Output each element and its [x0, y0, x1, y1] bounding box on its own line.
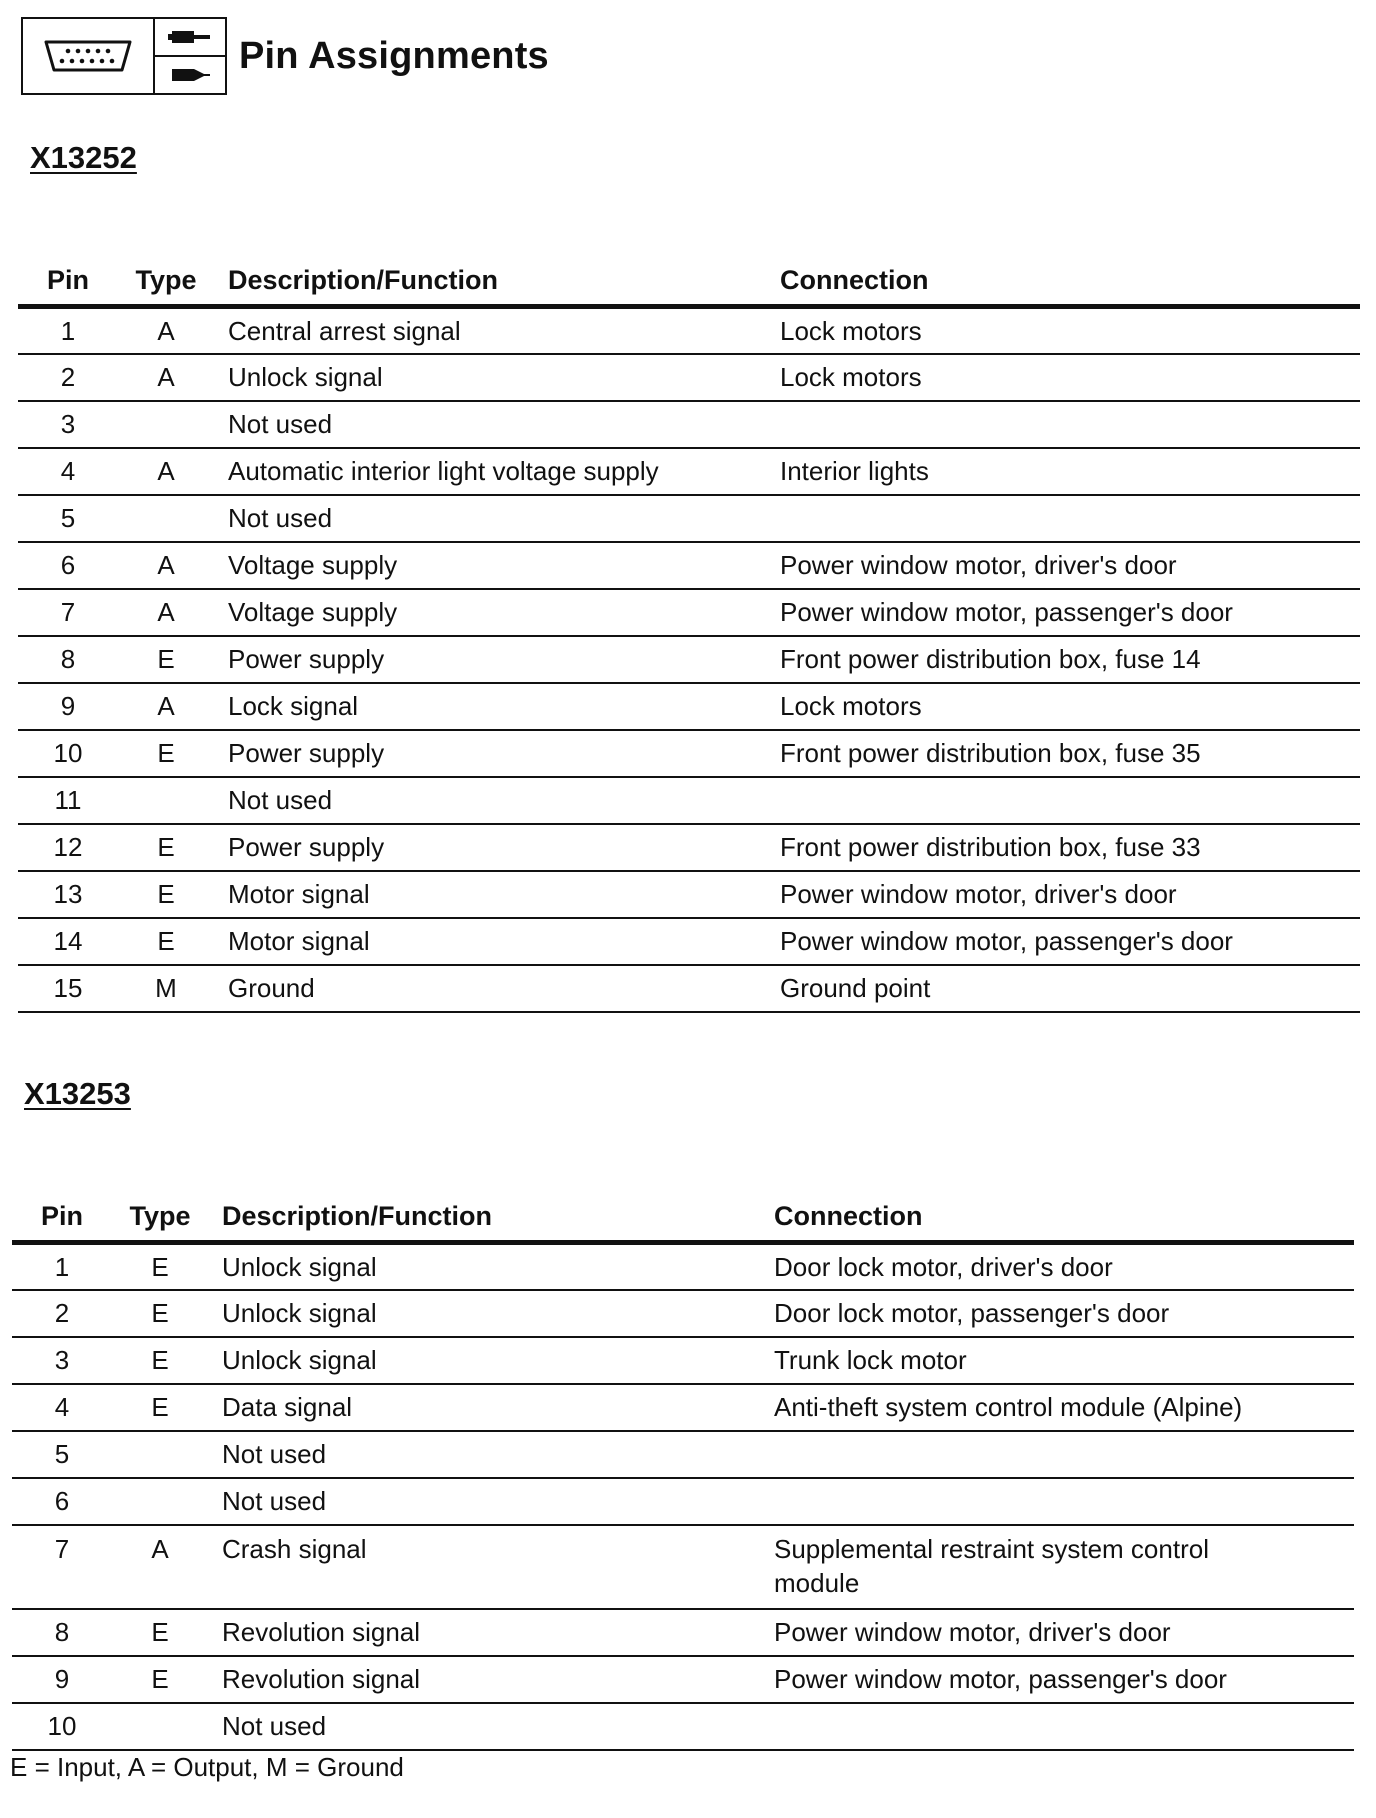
table-row [18, 401, 1360, 448]
conn-cell: Power window motor, passenger's door [780, 926, 1233, 956]
conn-cell: Front power distribution box, fuse 33 [780, 832, 1201, 862]
table-row [12, 1703, 1354, 1750]
type-cell [112, 1431, 208, 1478]
conn-cell: Anti-theft system control module (Alpine) [774, 1392, 1243, 1422]
desc-cell: Not used [222, 1439, 327, 1469]
type-cell: A [157, 456, 175, 486]
page-title: Pin Assignments [239, 34, 549, 77]
conn-cell: Power window motor, driver's door [780, 879, 1177, 909]
conn-cell: Trunk lock motor [774, 1345, 967, 1375]
conn-cell [774, 1431, 1354, 1478]
table-row [12, 1384, 1354, 1431]
desc-cell: Not used [222, 1711, 327, 1741]
type-cell: E [157, 879, 175, 909]
type-legend: E = Input, A = Output, M = Ground [10, 1752, 404, 1782]
table-row [18, 918, 1360, 965]
pin-cell: 5 [54, 1439, 70, 1469]
table-row [12, 1656, 1354, 1703]
type-cell: A [157, 315, 175, 346]
desc-cell: Crash signal [222, 1533, 367, 1564]
table-row [18, 824, 1360, 871]
conn-cell: Ground point [780, 973, 931, 1003]
type-cell: A [157, 597, 175, 627]
desc-cell: Not used [228, 503, 333, 533]
pin-table-x13253 [12, 1182, 1354, 1751]
conn-cell: Power window motor, passenger's door [780, 597, 1233, 627]
conn-cell [780, 777, 1360, 824]
conn-cell: Front power distribution box, fuse 35 [780, 738, 1201, 768]
pin-cell: 14 [53, 926, 83, 956]
desc-cell: Central arrest signal [228, 315, 461, 346]
type-cell: E [151, 1664, 169, 1694]
table-row [12, 1337, 1354, 1384]
table-row [18, 589, 1360, 636]
type-cell [118, 777, 214, 824]
type-cell: A [157, 550, 175, 580]
desc-cell: Unlock signal [222, 1345, 377, 1375]
conn-cell: Power window motor, passenger's door [774, 1664, 1227, 1694]
conn-cell [774, 1703, 1354, 1750]
table-header-row [12, 1182, 1354, 1243]
table-row [18, 495, 1360, 542]
pin-cell: 15 [53, 973, 83, 1003]
table-row [18, 965, 1360, 1012]
table-header-row [18, 246, 1360, 307]
table-row [18, 307, 1360, 354]
pin-cell: 9 [60, 691, 76, 721]
pin-cell: 7 [60, 597, 76, 627]
desc-cell: Not used [228, 409, 333, 439]
col-type-header: Type [129, 1201, 191, 1231]
type-cell: A [151, 1533, 169, 1564]
pin-cell: 2 [60, 362, 76, 392]
col-type-header: Type [135, 265, 197, 295]
type-cell: E [157, 832, 175, 862]
desc-cell: Voltage supply [228, 597, 398, 627]
pin-cell: 7 [54, 1533, 70, 1564]
desc-cell: Motor signal [228, 879, 370, 909]
table-row [12, 1609, 1354, 1656]
col-conn-header: Connection [780, 265, 929, 295]
table-row [18, 448, 1360, 495]
desc-cell: Power supply [228, 644, 385, 674]
table-row [12, 1478, 1354, 1525]
table-row [18, 683, 1360, 730]
desc-cell: Ground [228, 973, 315, 1003]
male-plug-icon [155, 19, 225, 57]
desc-cell: Unlock signal [222, 1298, 377, 1328]
pin-cell: 3 [54, 1345, 70, 1375]
table-row [18, 777, 1360, 824]
conn-cell: Lock motors [780, 362, 922, 392]
pin-cell: 10 [47, 1711, 77, 1741]
table-row [18, 636, 1360, 683]
conn-cell: Power window motor, driver's door [780, 550, 1177, 580]
desc-cell: Not used [222, 1486, 327, 1516]
type-cell: E [151, 1392, 169, 1422]
type-cell: E [151, 1251, 169, 1282]
col-pin-header: Pin [40, 1201, 83, 1231]
desc-cell: Not used [228, 785, 333, 815]
pin-cell: 13 [53, 879, 83, 909]
pin-cell: 11 [54, 785, 82, 815]
desc-cell: Unlock signal [222, 1251, 377, 1282]
desc-cell: Lock signal [228, 691, 359, 721]
desc-cell: Voltage supply [228, 550, 398, 580]
type-cell [118, 401, 214, 448]
conn-cell: Door lock motor, passenger's door [774, 1298, 1170, 1328]
type-cell: E [157, 926, 175, 956]
pin-assignment-icon-box [21, 17, 227, 95]
pin-table-x13252 [18, 246, 1360, 1013]
table-row [18, 730, 1360, 777]
type-cell: E [151, 1298, 169, 1328]
pin-cell: 8 [54, 1617, 70, 1647]
type-cell: A [157, 362, 175, 392]
female-plug-icon [155, 57, 225, 93]
type-cell: M [155, 973, 177, 1003]
col-pin-header: Pin [46, 265, 89, 295]
conn-cell [780, 401, 1360, 448]
connector-icon [23, 19, 155, 93]
conn-cell [774, 1478, 1354, 1525]
desc-cell: Unlock signal [228, 362, 383, 392]
desc-cell: Automatic interior light voltage supply [228, 456, 659, 486]
table-row [18, 542, 1360, 589]
desc-cell: Motor signal [228, 926, 370, 956]
pin-cell: 4 [60, 456, 76, 486]
pin-cell: 1 [54, 1251, 70, 1282]
desc-cell: Revolution signal [222, 1617, 421, 1647]
type-cell [112, 1478, 208, 1525]
conn-cell: Front power distribution box, fuse 14 [780, 644, 1201, 674]
table-row [12, 1525, 1354, 1609]
table-row [18, 354, 1360, 401]
type-cell: E [151, 1345, 169, 1375]
conn-cell: Power window motor, driver's door [774, 1617, 1171, 1647]
type-cell: E [151, 1617, 169, 1647]
col-desc-header: Description/Function [228, 265, 498, 295]
conn-cell: Door lock motor, driver's door [774, 1251, 1113, 1282]
table-row [12, 1243, 1354, 1290]
pin-cell: 5 [60, 503, 76, 533]
section-title-x13253: X13253 [24, 1076, 131, 1111]
pin-cell: 10 [53, 738, 83, 768]
pin-cell: 3 [60, 409, 76, 439]
pin-cell: 6 [60, 550, 76, 580]
type-cell: E [157, 738, 175, 768]
desc-cell: Revolution signal [222, 1664, 421, 1694]
desc-cell: Data signal [222, 1392, 353, 1422]
type-cell: E [157, 644, 175, 674]
pin-cell: 12 [53, 832, 83, 862]
conn-cell: Lock motors [780, 691, 922, 721]
col-desc-header: Description/Function [222, 1201, 492, 1231]
pin-cell: 6 [54, 1486, 70, 1516]
pin-cell: 8 [60, 644, 76, 674]
type-cell [112, 1703, 208, 1750]
desc-cell: Power supply [228, 832, 385, 862]
pin-cell: 2 [54, 1298, 70, 1328]
pin-cell: 9 [54, 1664, 70, 1694]
conn-cell: Interior lights [780, 456, 929, 486]
type-cell: A [157, 691, 175, 721]
conn-cell: Supplemental restraint system control module [774, 1533, 1209, 1598]
table-row [18, 871, 1360, 918]
desc-cell: Power supply [228, 738, 385, 768]
page-header [21, 16, 549, 96]
conn-cell: Lock motors [780, 315, 922, 346]
table-row [12, 1431, 1354, 1478]
col-conn-header: Connection [774, 1201, 923, 1231]
pin-cell: 1 [60, 315, 76, 346]
type-cell [118, 495, 214, 542]
table-row [12, 1290, 1354, 1337]
conn-cell [780, 495, 1360, 542]
pin-cell: 4 [54, 1392, 70, 1422]
section-title-x13252: X13252 [30, 140, 137, 175]
